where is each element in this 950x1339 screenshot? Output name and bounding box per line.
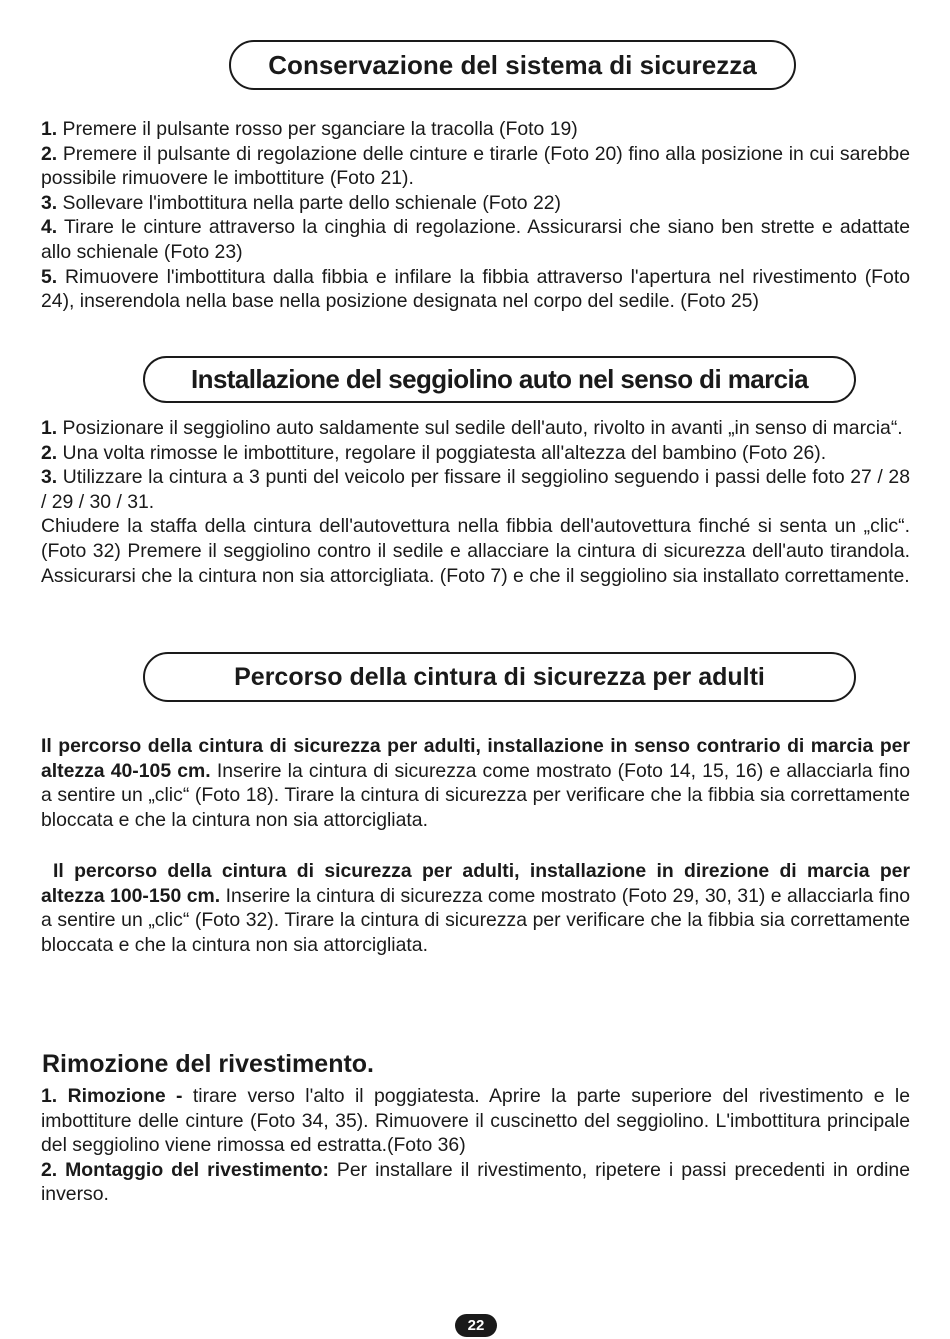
- section-title-rimozione: Rimozione del rivestimento.: [42, 1050, 375, 1078]
- section-title-percorso: Percorso della cintura di sicurezza per adulti: [143, 652, 856, 702]
- rimozione-items: [41, 1084, 910, 1207]
- step-number: 2.: [41, 142, 58, 165]
- item-1: [41, 1084, 910, 1158]
- paragraph-text: Inserire la cintura di sicurezza come mostrato (Foto 29, 30, 31) e allacciarla fino a sentire un „clic“ (Foto 32). Tirare la cintura di sicurezza per verificare che la fibbia sia correttamente bloccata e che la cintura non sia attorcigliata.: [41, 884, 911, 956]
- installazione-steps: [41, 416, 910, 588]
- step-text: Utilizzare la cintura a 3 punti del veicolo per fissare il seggiolino seguendo i passi delle foto 27 / 28 / 29 / 30 / 31.: [41, 466, 910, 513]
- step-text: Posizionare il seggiolino auto saldamente sul sedile dell'auto, rivolto in avanti „in senso di marcia“.: [57, 417, 903, 439]
- step-text: Premere il pulsante rosso per sganciare la tracolla (Foto 19): [57, 118, 578, 140]
- installazione-paragraph: Chiudere la staffa della cintura dell'autovettura nella fibbia dell'autovettura finché si senta un „clic“. (Foto 32) Premere il seggiolino contro il sedile e allacciare la cintura di sicurezza dell'auto tirandola. Assicurarsi che la cintura non sia attorcigliata. (Foto 7) e che il seggiolino sia installato correttamente.: [41, 515, 910, 587]
- step-3: [41, 465, 910, 514]
- step-number: 5.: [41, 265, 58, 288]
- section-title-installazione: Installazione del seggiolino auto nel senso di marcia: [143, 356, 856, 403]
- step-4: [41, 215, 910, 264]
- conservazione-steps: [41, 117, 910, 314]
- step-text: Sollevare l'imbottitura nella parte dello schienale (Foto 22): [57, 191, 561, 214]
- step-5: [41, 265, 910, 314]
- step-number: 1.: [41, 118, 58, 140]
- step-number: 1.: [41, 417, 58, 439]
- paragraph-text: Inserire la cintura di sicurezza come mostrato (Foto 14, 15, 16) e allacciarla fino a sentire un „clic“ (Foto 18). Tirare la cintura di sicurezza per verificare che la fibbia sia correttamente bloccata e che la cintura non sia attorcigliata.: [41, 759, 911, 831]
- step-1: [41, 117, 910, 142]
- step-text: Una volta rimosse le imbottiture, regolare il poggiatesta all'altezza del bambino (Foto 26).: [57, 441, 827, 464]
- percorso-paragraph-2: [41, 859, 910, 957]
- step-number: 2.: [41, 441, 58, 464]
- page-number: 22: [455, 1314, 497, 1337]
- paragraph-lead: Il percorso della cintura di sicurezza per adulti, installazione in senso contrario di marcia per altezza 40-105 cm.: [41, 735, 910, 782]
- step-2: [41, 142, 910, 191]
- step-text: Tirare le cinture attraverso la cinghia di regolazione. Assicurarsi che siano ben strette e adattate allo schienale (Foto 23): [41, 216, 910, 263]
- item-2: [41, 1158, 910, 1207]
- step-number: 3.: [41, 466, 58, 489]
- step-3: [41, 191, 910, 216]
- paragraph-lead: Il percorso della cintura di sicurezza per adulti, installazione in direzione di marcia per altezza 100-150 cm.: [41, 860, 910, 907]
- item-lead: 1. Rimozione -: [41, 1085, 183, 1107]
- step-number: 4.: [41, 216, 58, 239]
- item-text: Per installare il rivestimento, ripetere i passi precedenti in ordine inverso.: [41, 1158, 910, 1206]
- percorso-paragraph-1: [41, 734, 910, 832]
- section-title-conservazione: Conservazione del sistema di sicurezza: [229, 40, 796, 90]
- step-2: [41, 441, 910, 466]
- item-lead: 2. Montaggio del rivestimento:: [41, 1158, 329, 1181]
- step-text: Premere il pulsante di regolazione delle cinture e tirarle (Foto 20) fino alla posizione in cui sarebbe possibile rimuovere le imbottiture (Foto 21).: [41, 142, 910, 190]
- step-1: [41, 416, 910, 441]
- step-text: Rimuovere l'imbottitura dalla fibbia e infilare la fibbia attraverso l'apertura nel rivestimento (Foto 24), inserendola nella base nella posizione designata nel corpo del sedile. (Foto 25): [41, 265, 910, 313]
- item-text: tirare verso l'alto il poggiatesta. Aprire la parte superiore del rivestimento e le imbottiture delle cinture (Foto 34, 35). Rimuovere il cuscinetto del seggiolino. L'imbottitura principale del seggiolino viene rimossa ed estratta.(Foto 36): [41, 1085, 910, 1157]
- step-number: 3.: [41, 191, 58, 214]
